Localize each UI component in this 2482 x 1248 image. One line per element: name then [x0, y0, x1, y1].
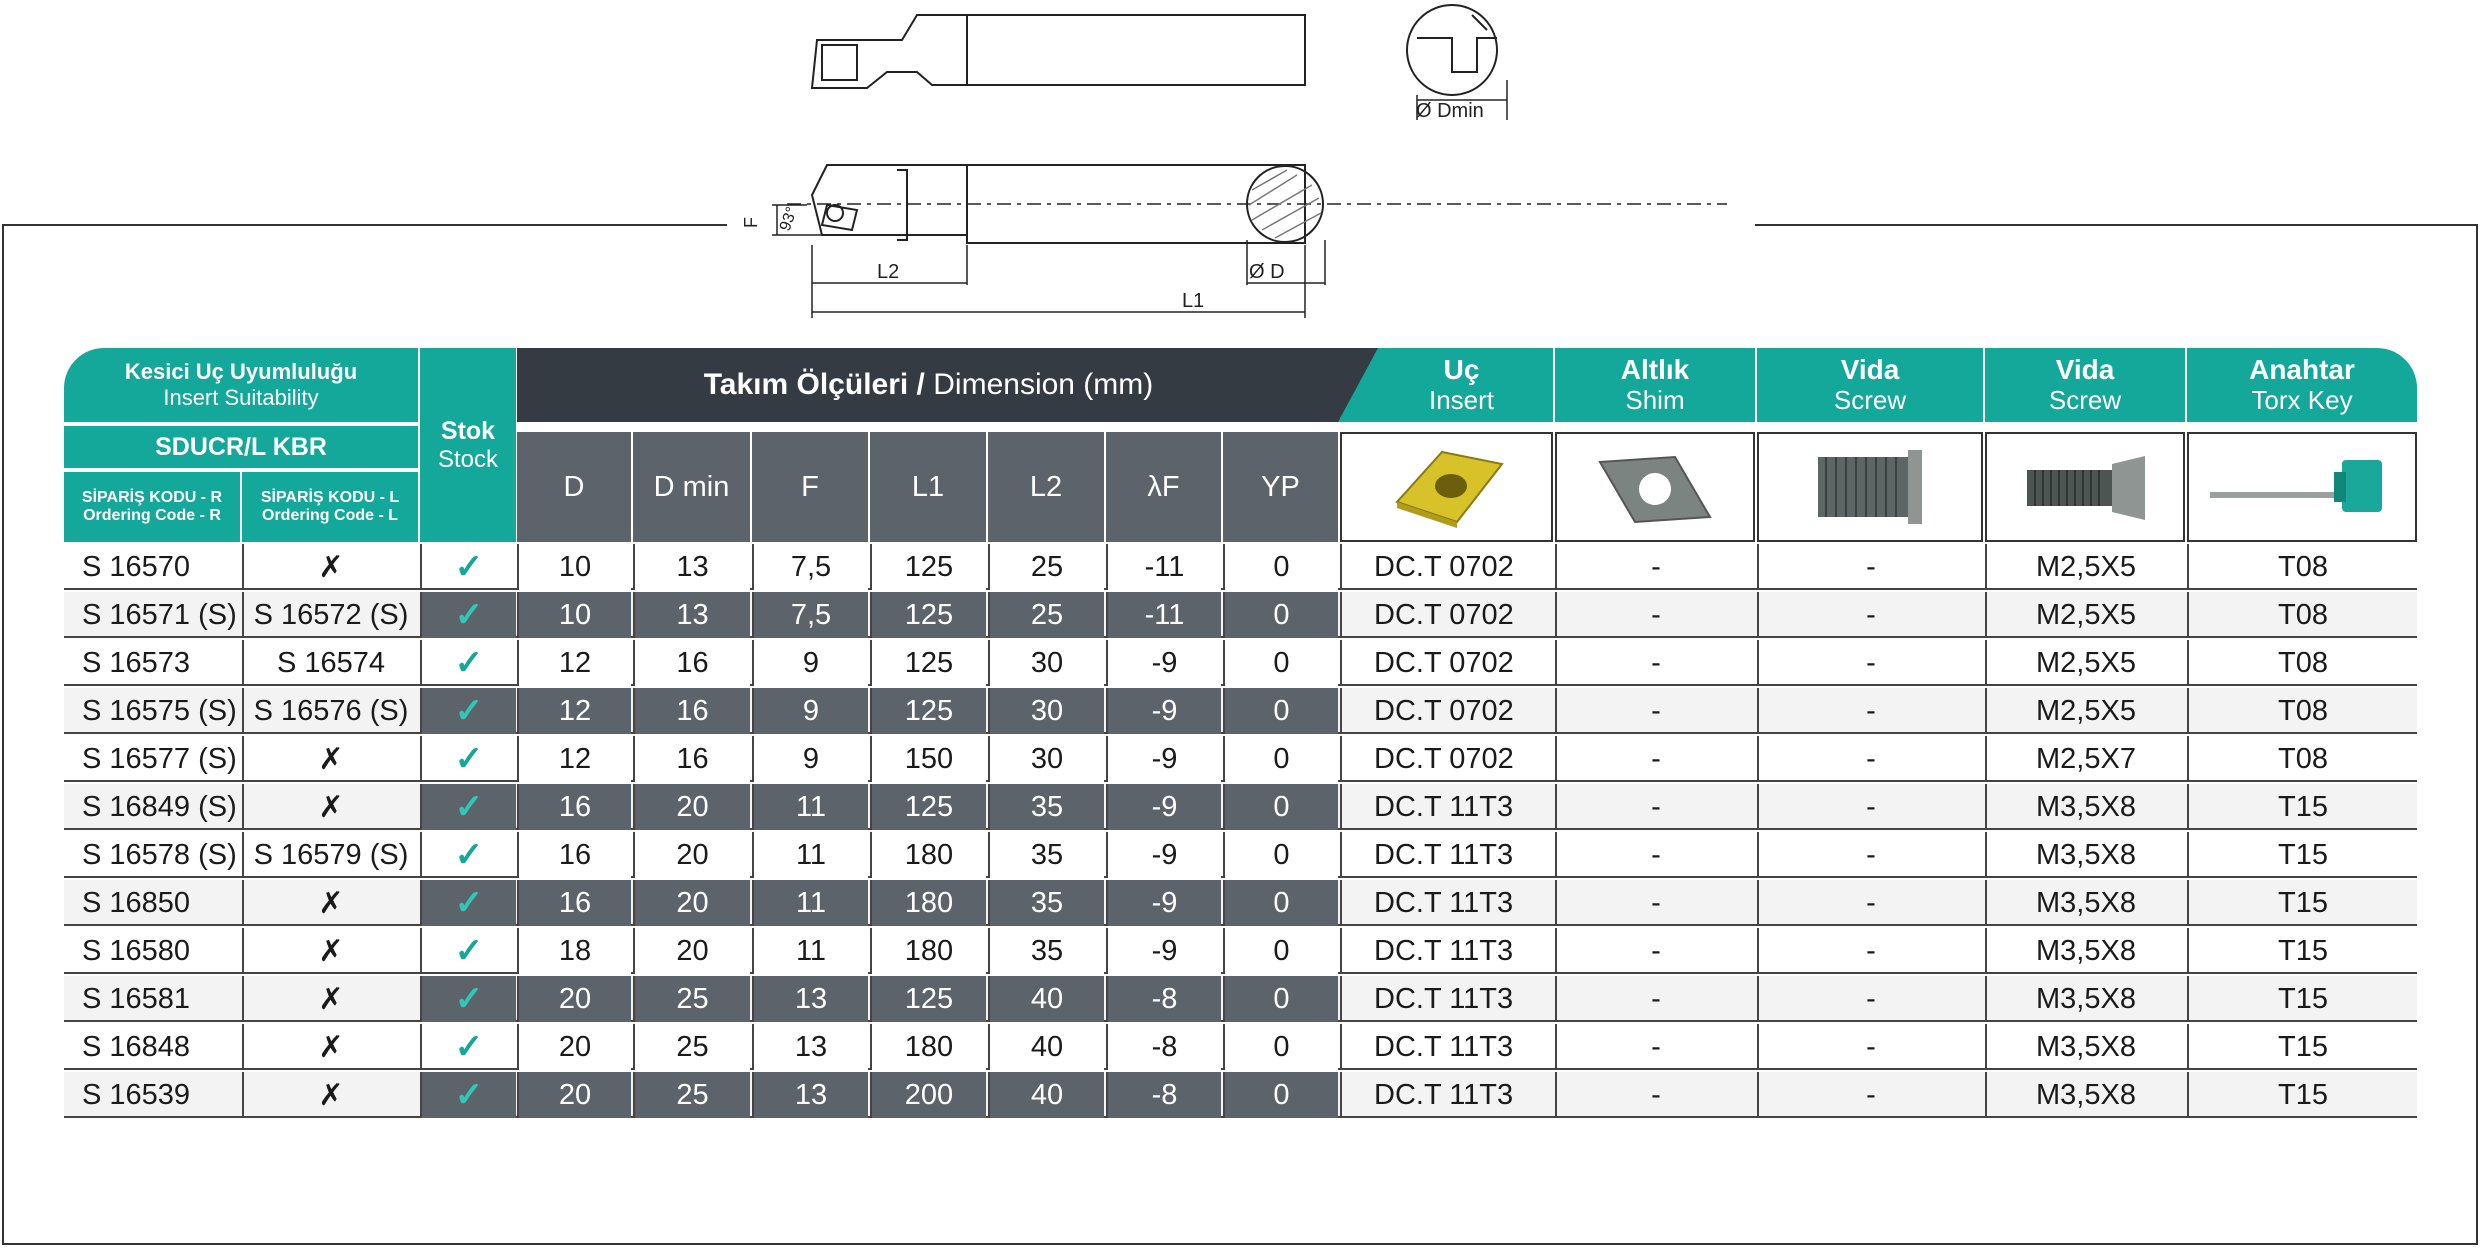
insert-image-box	[1340, 432, 1553, 542]
ordering-code-l-cell: ✗	[242, 880, 418, 926]
l2-cell: 25	[988, 544, 1104, 590]
shim-en: Shim	[1625, 385, 1685, 415]
l1-cell: 200	[870, 1072, 986, 1118]
l2-cell: 35	[988, 784, 1104, 830]
yp-cell: 0	[1223, 736, 1338, 782]
insert-cell: DC.T 11T3	[1340, 928, 1553, 974]
screw2-header	[1985, 348, 2185, 422]
screw1-cell: -	[1757, 1072, 1983, 1118]
key-cell: T15	[2187, 976, 2417, 1022]
screw1-cell: -	[1757, 544, 1983, 590]
lf-cell: -9	[1106, 640, 1221, 686]
lf-cell: -9	[1106, 928, 1221, 974]
screw2-cell: M3,5X8	[1985, 880, 2185, 926]
dmin-cell: 20	[633, 928, 750, 974]
ordering-code-l-cell: ✗	[242, 784, 418, 830]
yp-cell: 0	[1223, 880, 1338, 926]
screw1-cell: -	[1757, 640, 1983, 686]
ordering-code-l-header	[242, 470, 418, 542]
ordering-code-r-cell: S 16848	[82, 1030, 191, 1063]
yp-cell: 0	[1223, 1072, 1338, 1118]
ordering-code-r-cell: S 16578 (S)	[82, 838, 237, 871]
screw2-cell: M3,5X8	[1985, 928, 2185, 974]
f-cell: 11	[752, 928, 868, 974]
key-cell: T08	[2187, 736, 2417, 782]
dimension-tr: Takım Ölçüleri /	[703, 368, 925, 401]
screw2-en: Screw	[2048, 385, 2122, 415]
l2-label: L2	[877, 261, 900, 283]
f-cell: 9	[752, 688, 868, 734]
dimension-header	[517, 348, 1340, 422]
stock-cell: ✓	[420, 1072, 516, 1118]
insert-cell: DC.T 11T3	[1340, 784, 1553, 830]
screw1-image-box	[1757, 432, 1983, 542]
l1-cell: 180	[870, 832, 986, 878]
insert-header	[1370, 348, 1553, 422]
insert-suitability-header	[64, 348, 418, 422]
l2-cell: 25	[988, 592, 1104, 638]
shim-cell: -	[1555, 688, 1755, 734]
col-d: D	[517, 432, 631, 542]
insert-cell: DC.T 11T3	[1340, 832, 1553, 878]
ordering-code-r-cell: S 16573	[82, 646, 191, 679]
ordering-code-l-cell: S 16574	[242, 640, 418, 686]
dimension-en: Dimension (mm)	[933, 368, 1154, 401]
lf-cell: -11	[1106, 592, 1221, 638]
screw2-cell: M2,5X5	[1985, 688, 2185, 734]
screw1-cell: -	[1757, 976, 1983, 1022]
shim-cell: -	[1555, 1072, 1755, 1118]
ordering-l-en: Ordering Code - L	[262, 507, 398, 524]
dmin-label: Ø Dmin	[1416, 100, 1484, 122]
col-dmin: D min	[633, 432, 750, 542]
l2-cell: 40	[988, 1072, 1104, 1118]
key-image-box	[2187, 432, 2417, 542]
insert-icon	[1377, 442, 1517, 532]
lf-cell: -8	[1106, 1072, 1221, 1118]
screw1-cell: -	[1757, 736, 1983, 782]
screw1-cell: -	[1757, 928, 1983, 974]
insert-tr: Uç	[1443, 354, 1480, 385]
insert-suitability-tr: Kesici Uç Uyumluluğu	[124, 359, 358, 384]
yp-cell: 0	[1223, 640, 1338, 686]
screw2-cell: M3,5X8	[1985, 976, 2185, 1022]
ordering-code-l-cell: S 16576 (S)	[242, 688, 418, 734]
ordering-code-l-cell: ✗	[242, 736, 418, 782]
screw1-cell: -	[1757, 832, 1983, 878]
stock-cell: ✓	[420, 640, 516, 686]
d-cell: 10	[517, 544, 631, 590]
tool-technical-drawing	[727, 0, 1755, 318]
key-cell: T15	[2187, 928, 2417, 974]
ordering-code-r-cell: S 16575 (S)	[82, 694, 237, 727]
ordering-code-r-cell: S 16850	[82, 886, 191, 919]
f-cell: 13	[752, 976, 868, 1022]
ordering-code-r-header	[64, 470, 240, 542]
l1-cell: 125	[870, 688, 986, 734]
screw2-cell: M3,5X8	[1985, 1024, 2185, 1070]
stock-tr: Stok	[440, 416, 496, 445]
l1-cell: 125	[870, 544, 986, 590]
d-cell: 20	[517, 976, 631, 1022]
lf-cell: -9	[1106, 736, 1221, 782]
ordering-code-r-cell: S 16570	[82, 550, 191, 583]
f-cell: 13	[752, 1072, 868, 1118]
l2-cell: 40	[988, 976, 1104, 1022]
series-header: SDUCR/L KBR	[64, 424, 418, 468]
ordering-code-r-cell: S 16581	[82, 982, 191, 1015]
shim-tr: Altlık	[1620, 354, 1690, 385]
dmin-cell: 13	[633, 544, 750, 590]
l2-cell: 30	[988, 736, 1104, 782]
stock-cell: ✓	[420, 880, 516, 926]
key-cell: T15	[2187, 832, 2417, 878]
d-label: Ø D	[1249, 261, 1285, 283]
ordering-code-r-cell: S 16539	[82, 1078, 191, 1111]
yp-cell: 0	[1223, 1024, 1338, 1070]
yp-cell: 0	[1223, 592, 1338, 638]
screw1-cell: -	[1757, 688, 1983, 734]
dmin-cell: 16	[633, 736, 750, 782]
shim-cell: -	[1555, 832, 1755, 878]
ordering-r-tr: SİPARİŞ KODU - R	[81, 489, 223, 506]
f-cell: 9	[752, 736, 868, 782]
dmin-cell: 20	[633, 880, 750, 926]
screw1-cell: -	[1757, 880, 1983, 926]
l1-cell: 180	[870, 928, 986, 974]
shim-image-box	[1555, 432, 1755, 542]
screw2-cell: M3,5X8	[1985, 832, 2185, 878]
screw2-icon	[2015, 442, 2155, 532]
stock-cell: ✓	[420, 544, 516, 590]
ordering-code-r-cell: S 16577 (S)	[82, 742, 237, 775]
d-cell: 20	[517, 1072, 631, 1118]
dmin-cell: 25	[633, 1024, 750, 1070]
insert-cell: DC.T 11T3	[1340, 1024, 1553, 1070]
insert-cell: DC.T 0702	[1340, 592, 1553, 638]
key-cell: T08	[2187, 592, 2417, 638]
ordering-code-l-cell: ✗	[242, 1072, 418, 1118]
yp-cell: 0	[1223, 688, 1338, 734]
col-yp: YP	[1223, 432, 1338, 542]
l2-cell: 30	[988, 640, 1104, 686]
screw2-cell: M2,5X5	[1985, 640, 2185, 686]
screw1-header	[1757, 348, 1983, 422]
ordering-r-en: Ordering Code - R	[83, 507, 221, 524]
l2-cell: 30	[988, 688, 1104, 734]
lf-cell: -8	[1106, 1024, 1221, 1070]
shim-cell: -	[1555, 976, 1755, 1022]
dmin-cell: 25	[633, 976, 750, 1022]
ordering-code-l-cell: ✗	[242, 928, 418, 974]
l1-cell: 150	[870, 736, 986, 782]
col-l2: L2	[988, 432, 1104, 542]
dmin-cell: 13	[633, 592, 750, 638]
d-cell: 12	[517, 736, 631, 782]
lf-cell: -9	[1106, 832, 1221, 878]
l1-cell: 125	[870, 592, 986, 638]
screw-icon	[1810, 442, 1930, 532]
stock-cell: ✓	[420, 688, 516, 734]
insert-cell: DC.T 11T3	[1340, 880, 1553, 926]
ordering-code-l-cell: ✗	[242, 544, 418, 590]
key-cell: T15	[2187, 1024, 2417, 1070]
f-cell: 7,5	[752, 544, 868, 590]
stock-cell: ✓	[420, 736, 516, 782]
ordering-code-r-cell: S 16580	[82, 934, 191, 967]
stock-cell: ✓	[420, 784, 516, 830]
insert-en: Insert	[1428, 385, 1495, 415]
shim-cell: -	[1555, 736, 1755, 782]
yp-cell: 0	[1223, 784, 1338, 830]
col-l1: L1	[870, 432, 986, 542]
torx-key-icon	[2202, 442, 2402, 532]
shim-cell: -	[1555, 880, 1755, 926]
screw2-cell: M2,5X5	[1985, 544, 2185, 590]
d-cell: 16	[517, 832, 631, 878]
col-lf: λF	[1106, 432, 1221, 542]
d-cell: 12	[517, 688, 631, 734]
lf-cell: -11	[1106, 544, 1221, 590]
d-cell: 12	[517, 640, 631, 686]
key-cell: T08	[2187, 688, 2417, 734]
insert-cell: DC.T 11T3	[1340, 1072, 1553, 1118]
l1-cell: 125	[870, 976, 986, 1022]
l1-label: L1	[1182, 290, 1205, 312]
f-cell: 11	[752, 832, 868, 878]
screw1-cell: -	[1757, 784, 1983, 830]
key-cell: T08	[2187, 640, 2417, 686]
shim-cell: -	[1555, 928, 1755, 974]
screw2-cell: M2,5X5	[1985, 592, 2185, 638]
dmin-cell: 25	[633, 1072, 750, 1118]
d-cell: 10	[517, 592, 631, 638]
shim-cell: -	[1555, 592, 1755, 638]
screw1-en: Screw	[1833, 385, 1907, 415]
ordering-code-l-cell: ✗	[242, 976, 418, 1022]
stock-cell: ✓	[420, 976, 516, 1022]
shim-cell: -	[1555, 640, 1755, 686]
yp-cell: 0	[1223, 832, 1338, 878]
col-f: F	[752, 432, 868, 542]
l2-cell: 35	[988, 832, 1104, 878]
shim-icon	[1585, 442, 1725, 532]
l1-cell: 180	[870, 1024, 986, 1070]
screw2-image-box	[1985, 432, 2185, 542]
lf-cell: -9	[1106, 784, 1221, 830]
f-cell: 9	[752, 640, 868, 686]
stock-cell: ✓	[420, 592, 516, 638]
stock-en: Stock	[437, 445, 499, 473]
l2-cell: 35	[988, 928, 1104, 974]
d-cell: 18	[517, 928, 631, 974]
f-cell: 13	[752, 1024, 868, 1070]
d-cell: 20	[517, 1024, 631, 1070]
l1-cell: 125	[870, 784, 986, 830]
stock-header	[420, 348, 516, 542]
l2-cell: 35	[988, 880, 1104, 926]
key-cell: T15	[2187, 784, 2417, 830]
key-cell: T15	[2187, 880, 2417, 926]
d-cell: 16	[517, 784, 631, 830]
stock-cell: ✓	[420, 928, 516, 974]
stock-cell: ✓	[420, 832, 516, 878]
key-cell: T15	[2187, 1072, 2417, 1118]
l1-cell: 125	[870, 640, 986, 686]
screw2-cell: M3,5X8	[1985, 1072, 2185, 1118]
yp-cell: 0	[1223, 928, 1338, 974]
lf-cell: -9	[1106, 880, 1221, 926]
insert-cell: DC.T 0702	[1340, 544, 1553, 590]
l1-cell: 180	[870, 880, 986, 926]
insert-cell: DC.T 11T3	[1340, 976, 1553, 1022]
insert-suitability-en: Insert Suitability	[163, 385, 319, 410]
dmin-cell: 16	[633, 640, 750, 686]
dmin-cell: 16	[633, 688, 750, 734]
insert-cell: DC.T 0702	[1340, 736, 1553, 782]
screw1-cell: -	[1757, 592, 1983, 638]
ordering-code-l-cell: S 16572 (S)	[242, 592, 418, 638]
screw1-cell: -	[1757, 1024, 1983, 1070]
shim-cell: -	[1555, 784, 1755, 830]
key-en: Torx Key	[2251, 385, 2353, 415]
dmin-cell: 20	[633, 784, 750, 830]
screw2-cell: M2,5X7	[1985, 736, 2185, 782]
f-cell: 11	[752, 784, 868, 830]
ordering-code-r-cell: S 16849 (S)	[82, 790, 237, 823]
key-tr: Anahtar	[2249, 354, 2355, 385]
shim-cell: -	[1555, 1024, 1755, 1070]
ordering-code-l-cell: ✗	[242, 1024, 418, 1070]
lf-cell: -8	[1106, 976, 1221, 1022]
ordering-l-tr: SİPARİŞ KODU - L	[260, 489, 400, 506]
ordering-code-l-cell: S 16579 (S)	[242, 832, 418, 878]
key-header	[2187, 348, 2417, 422]
insert-cell: DC.T 0702	[1340, 688, 1553, 734]
dmin-cell: 20	[633, 832, 750, 878]
f-cell: 11	[752, 880, 868, 926]
angle-label: 93°	[776, 204, 802, 234]
lf-cell: -9	[1106, 688, 1221, 734]
key-cell: T08	[2187, 544, 2417, 590]
d-cell: 16	[517, 880, 631, 926]
insert-cell: DC.T 0702	[1340, 640, 1553, 686]
f-cell: 7,5	[752, 592, 868, 638]
yp-cell: 0	[1223, 544, 1338, 590]
screw2-cell: M3,5X8	[1985, 784, 2185, 830]
screw2-tr: Vida	[2055, 354, 2115, 385]
yp-cell: 0	[1223, 976, 1338, 1022]
ordering-code-r-cell: S 16571 (S)	[82, 598, 237, 631]
l2-cell: 40	[988, 1024, 1104, 1070]
f-label: F	[741, 217, 761, 228]
stock-cell: ✓	[420, 1024, 516, 1070]
screw1-tr: Vida	[1840, 354, 1900, 385]
shim-header	[1555, 348, 1755, 422]
shim-cell: -	[1555, 544, 1755, 590]
